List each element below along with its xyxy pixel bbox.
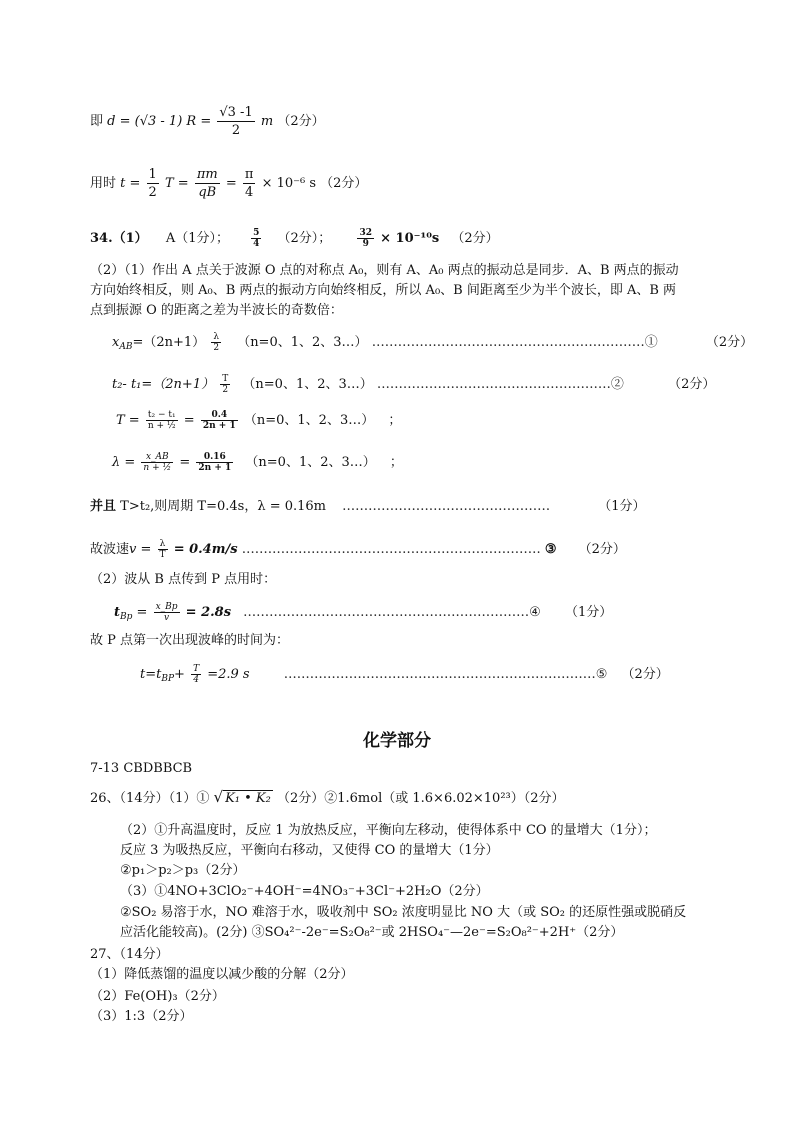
paragraph-line bbox=[90, 262, 679, 280]
condition: （n=0、1、2、3…） bbox=[237, 335, 368, 350]
score: （1分） bbox=[598, 499, 646, 514]
result: = 0.4m/s bbox=[173, 542, 238, 557]
leader-dots: …………………………………………………………… bbox=[241, 542, 541, 557]
heading-text: 故 P 点第一次出现波峰的时间为： bbox=[90, 633, 290, 648]
equation-1 bbox=[112, 332, 753, 356]
label-text: 即 bbox=[90, 114, 104, 129]
expression: =（2n+1） bbox=[132, 335, 206, 350]
fraction bbox=[251, 228, 261, 249]
fraction bbox=[220, 374, 230, 395]
score: （2分） bbox=[578, 542, 626, 557]
fraction bbox=[217, 104, 254, 139]
q27-answer-1 bbox=[90, 966, 354, 984]
expression: t₂- t₁=（2n+1） bbox=[112, 377, 215, 392]
equals: = bbox=[183, 413, 195, 428]
leader-dots: ………………………………………… bbox=[342, 499, 551, 514]
subscript: BP bbox=[161, 674, 175, 684]
equals: = bbox=[225, 176, 237, 191]
condition: （n=0、1、2、3…） bbox=[243, 413, 375, 428]
score: （2分） bbox=[668, 377, 716, 392]
answer-text: （2）①升高温度时，反应 1 为放热反应，平衡向左移动，使得体系中 CO 的量增大（1分）； bbox=[120, 823, 657, 838]
numerator: T bbox=[193, 664, 200, 674]
expression: v = bbox=[129, 542, 152, 557]
numerator: πm bbox=[196, 167, 218, 182]
fraction bbox=[158, 539, 168, 560]
label-text: 故波速 bbox=[90, 542, 130, 557]
paragraph-line bbox=[90, 302, 343, 320]
numerator: 5 bbox=[253, 228, 260, 238]
answer-text: （2分）②1.6mol（或 1.6×6.02×10²³）（2分） bbox=[276, 791, 565, 806]
punctuation: ； bbox=[388, 413, 402, 428]
period-statement bbox=[90, 498, 646, 516]
question-text: 26、（14分）（1）① bbox=[90, 791, 210, 806]
numerator: x_Bp bbox=[155, 602, 178, 612]
question-text: 27、（14分） bbox=[90, 947, 169, 962]
denominator: 9 bbox=[362, 239, 369, 249]
question-34-part1 bbox=[90, 228, 499, 249]
numerator: T bbox=[222, 374, 229, 384]
variable: t bbox=[114, 605, 121, 620]
peak-heading bbox=[90, 632, 289, 650]
distance-formula bbox=[90, 104, 325, 139]
denominator: n + ½ bbox=[147, 421, 176, 431]
expression: λ = bbox=[112, 455, 136, 470]
operator: + bbox=[174, 667, 185, 682]
denominator: 2 bbox=[213, 343, 220, 353]
equals: = bbox=[179, 455, 191, 470]
score: （2分）； bbox=[277, 231, 332, 246]
fraction bbox=[201, 410, 238, 431]
fraction bbox=[211, 332, 221, 353]
q27-answer-3 bbox=[90, 1008, 192, 1026]
denominator: 4 bbox=[253, 239, 260, 249]
part2-heading bbox=[90, 571, 276, 589]
answer-text: （3）①4NO+3ClO₂⁻+4OH⁻=4NO₃⁻+3Cl⁻+2H₂O（2分） bbox=[120, 884, 489, 899]
fraction bbox=[196, 452, 233, 473]
result: =2.9 s bbox=[207, 667, 250, 682]
fraction bbox=[146, 410, 178, 431]
leader-dots: ………………………………………………………① bbox=[371, 335, 658, 350]
equals: = bbox=[136, 605, 148, 620]
denominator: 2n + 1 bbox=[198, 463, 232, 473]
fraction bbox=[195, 166, 220, 201]
leader-dots: …………………………………………………………④ bbox=[243, 605, 541, 620]
equation-2 bbox=[112, 374, 715, 395]
numerator: t₂ − t₁ bbox=[146, 410, 178, 421]
expression: T = bbox=[164, 176, 189, 191]
fraction bbox=[141, 452, 173, 473]
answers-7-13 bbox=[90, 760, 192, 778]
numerator: λ bbox=[158, 539, 168, 550]
score: （2分） bbox=[451, 231, 499, 246]
denominator: 4 bbox=[245, 185, 254, 200]
denominator: 2 bbox=[222, 385, 229, 395]
label-text: 用时 bbox=[90, 176, 117, 191]
denominator: n + ½ bbox=[143, 463, 172, 473]
numerator: 0.4 bbox=[201, 410, 238, 421]
denominator: T bbox=[159, 550, 166, 560]
subscript: AB bbox=[119, 342, 133, 352]
chemistry-title: 化学部分 bbox=[363, 731, 431, 751]
denominator: qB bbox=[198, 185, 217, 200]
equation-3 bbox=[116, 410, 401, 431]
numerator: x_AB bbox=[141, 452, 173, 463]
numerator: √3 -1 bbox=[219, 105, 253, 120]
score: （2分） bbox=[320, 176, 368, 191]
answer-text: ②p₁＞p₂＞p₃（2分） bbox=[120, 863, 246, 878]
score: （2分） bbox=[705, 335, 754, 350]
denominator: 4 bbox=[193, 675, 199, 685]
denominator: 2 bbox=[231, 123, 241, 138]
numerator: 1 bbox=[148, 167, 157, 182]
score: （2分） bbox=[621, 667, 669, 682]
equation-marker: ③ bbox=[544, 542, 557, 557]
leader-dots: ………………………………………………② bbox=[376, 377, 624, 392]
subscript: Bp bbox=[120, 612, 133, 622]
expression: t = bbox=[120, 176, 141, 191]
q27-heading bbox=[90, 946, 169, 964]
q26-line7 bbox=[120, 924, 623, 942]
q26-line2 bbox=[120, 822, 656, 840]
denominator: v bbox=[164, 613, 170, 623]
q26-line5 bbox=[120, 883, 489, 901]
q26-line6 bbox=[120, 904, 686, 922]
unit: m bbox=[260, 114, 274, 129]
result: = 2.8s bbox=[185, 605, 232, 620]
answer-text: 应活化能较高)。(2分) ③SO₄²⁻-2e⁻=S₂O₈²⁻或 2HSO₄⁻—2e⁻=S₂O₈²⁻+2H⁺（2分） bbox=[120, 925, 624, 940]
paragraph-text: 方向始终相反，则 A₀、B 两点的振动方向始终相反，所以 A₀、B 间距离至少为半个波长，即 A、B 两 bbox=[90, 283, 677, 298]
fraction bbox=[154, 602, 180, 623]
expression: × 10⁻⁶ s bbox=[261, 176, 317, 191]
paragraph-text: 点到振源 O 的距离之差为半波长的奇数倍： bbox=[90, 303, 343, 318]
denominator: 2n + 1 bbox=[202, 421, 236, 431]
q27-answer-2 bbox=[90, 988, 225, 1006]
fraction bbox=[147, 166, 159, 201]
fraction bbox=[357, 228, 374, 249]
question-number: 34.（1） bbox=[90, 231, 148, 246]
q26-line3 bbox=[120, 842, 499, 860]
peak-time-line bbox=[140, 664, 669, 688]
sqrt-expression: K₁ • K₂ bbox=[225, 791, 271, 806]
expression: d = (√3 - 1) R = bbox=[107, 114, 212, 129]
q26-line4 bbox=[120, 862, 246, 880]
condition: （n=0、1、2、3…） bbox=[245, 455, 376, 470]
score: （2分） bbox=[277, 114, 325, 129]
travel-time-line bbox=[114, 602, 612, 626]
expression: T = bbox=[116, 413, 140, 428]
paragraph-text: （2）（1）作出 A 点关于波源 O 点的对称点 A₀，则有 A、A₀ 两点的振动总是同步．A、B 两点的振动 bbox=[90, 263, 679, 278]
numerator: 32 bbox=[359, 228, 372, 238]
answer-text: （3）1:3（2分） bbox=[90, 1009, 193, 1024]
answer-text: （2）Fe(OH)₃（2分） bbox=[90, 989, 225, 1004]
leader-dots: ………………………………………………………………⑤ bbox=[283, 667, 608, 682]
numerator: π bbox=[244, 167, 254, 182]
fraction bbox=[191, 664, 201, 685]
wave-speed-line bbox=[90, 539, 626, 560]
punctuation: ； bbox=[389, 455, 403, 470]
numerator: 0.16 bbox=[196, 452, 233, 463]
score: （1分） bbox=[564, 605, 613, 620]
time-formula bbox=[90, 166, 367, 201]
answer-text: （1）降低蒸馏的温度以减少酸的分解（2分） bbox=[90, 967, 354, 982]
answer-key: 7-13 CBDBBCB bbox=[90, 761, 193, 776]
answer-text: A（1分）； bbox=[165, 231, 229, 246]
statement-text: T>t₂,则周期 T=0.4s，λ = 0.16m bbox=[120, 499, 326, 514]
answer-text: ②SO₂ 易溶于水，NO 难溶于水，吸收剂中 SO₂ 浓度明显比 NO 大（或 SO₂ 的还原性强或脱硝反 bbox=[120, 905, 687, 920]
fraction bbox=[243, 166, 256, 201]
paragraph-line bbox=[90, 282, 676, 300]
numerator: λ bbox=[211, 332, 221, 343]
variable: x bbox=[112, 335, 120, 350]
heading-text: （2）波从 B 点传到 P 点用时： bbox=[90, 572, 277, 587]
answer-text: × 10⁻¹⁰s bbox=[380, 231, 440, 246]
condition: （n=0、1、2、3…） bbox=[242, 377, 373, 392]
q26-line1: 26、（14分）（1）① √ K₁ • K₂ （2分）②1.6mol（或 1.6×6.02×10²³）（2分） bbox=[90, 788, 565, 806]
answer-text: 反应 3 为吸热反应，平衡向右移动，又使得 CO 的量增大（1分） bbox=[120, 843, 499, 858]
emphasis-text: 并且 bbox=[90, 499, 117, 514]
denominator: 2 bbox=[148, 185, 157, 200]
expression: t=t bbox=[140, 667, 162, 682]
equation-4 bbox=[112, 452, 403, 473]
